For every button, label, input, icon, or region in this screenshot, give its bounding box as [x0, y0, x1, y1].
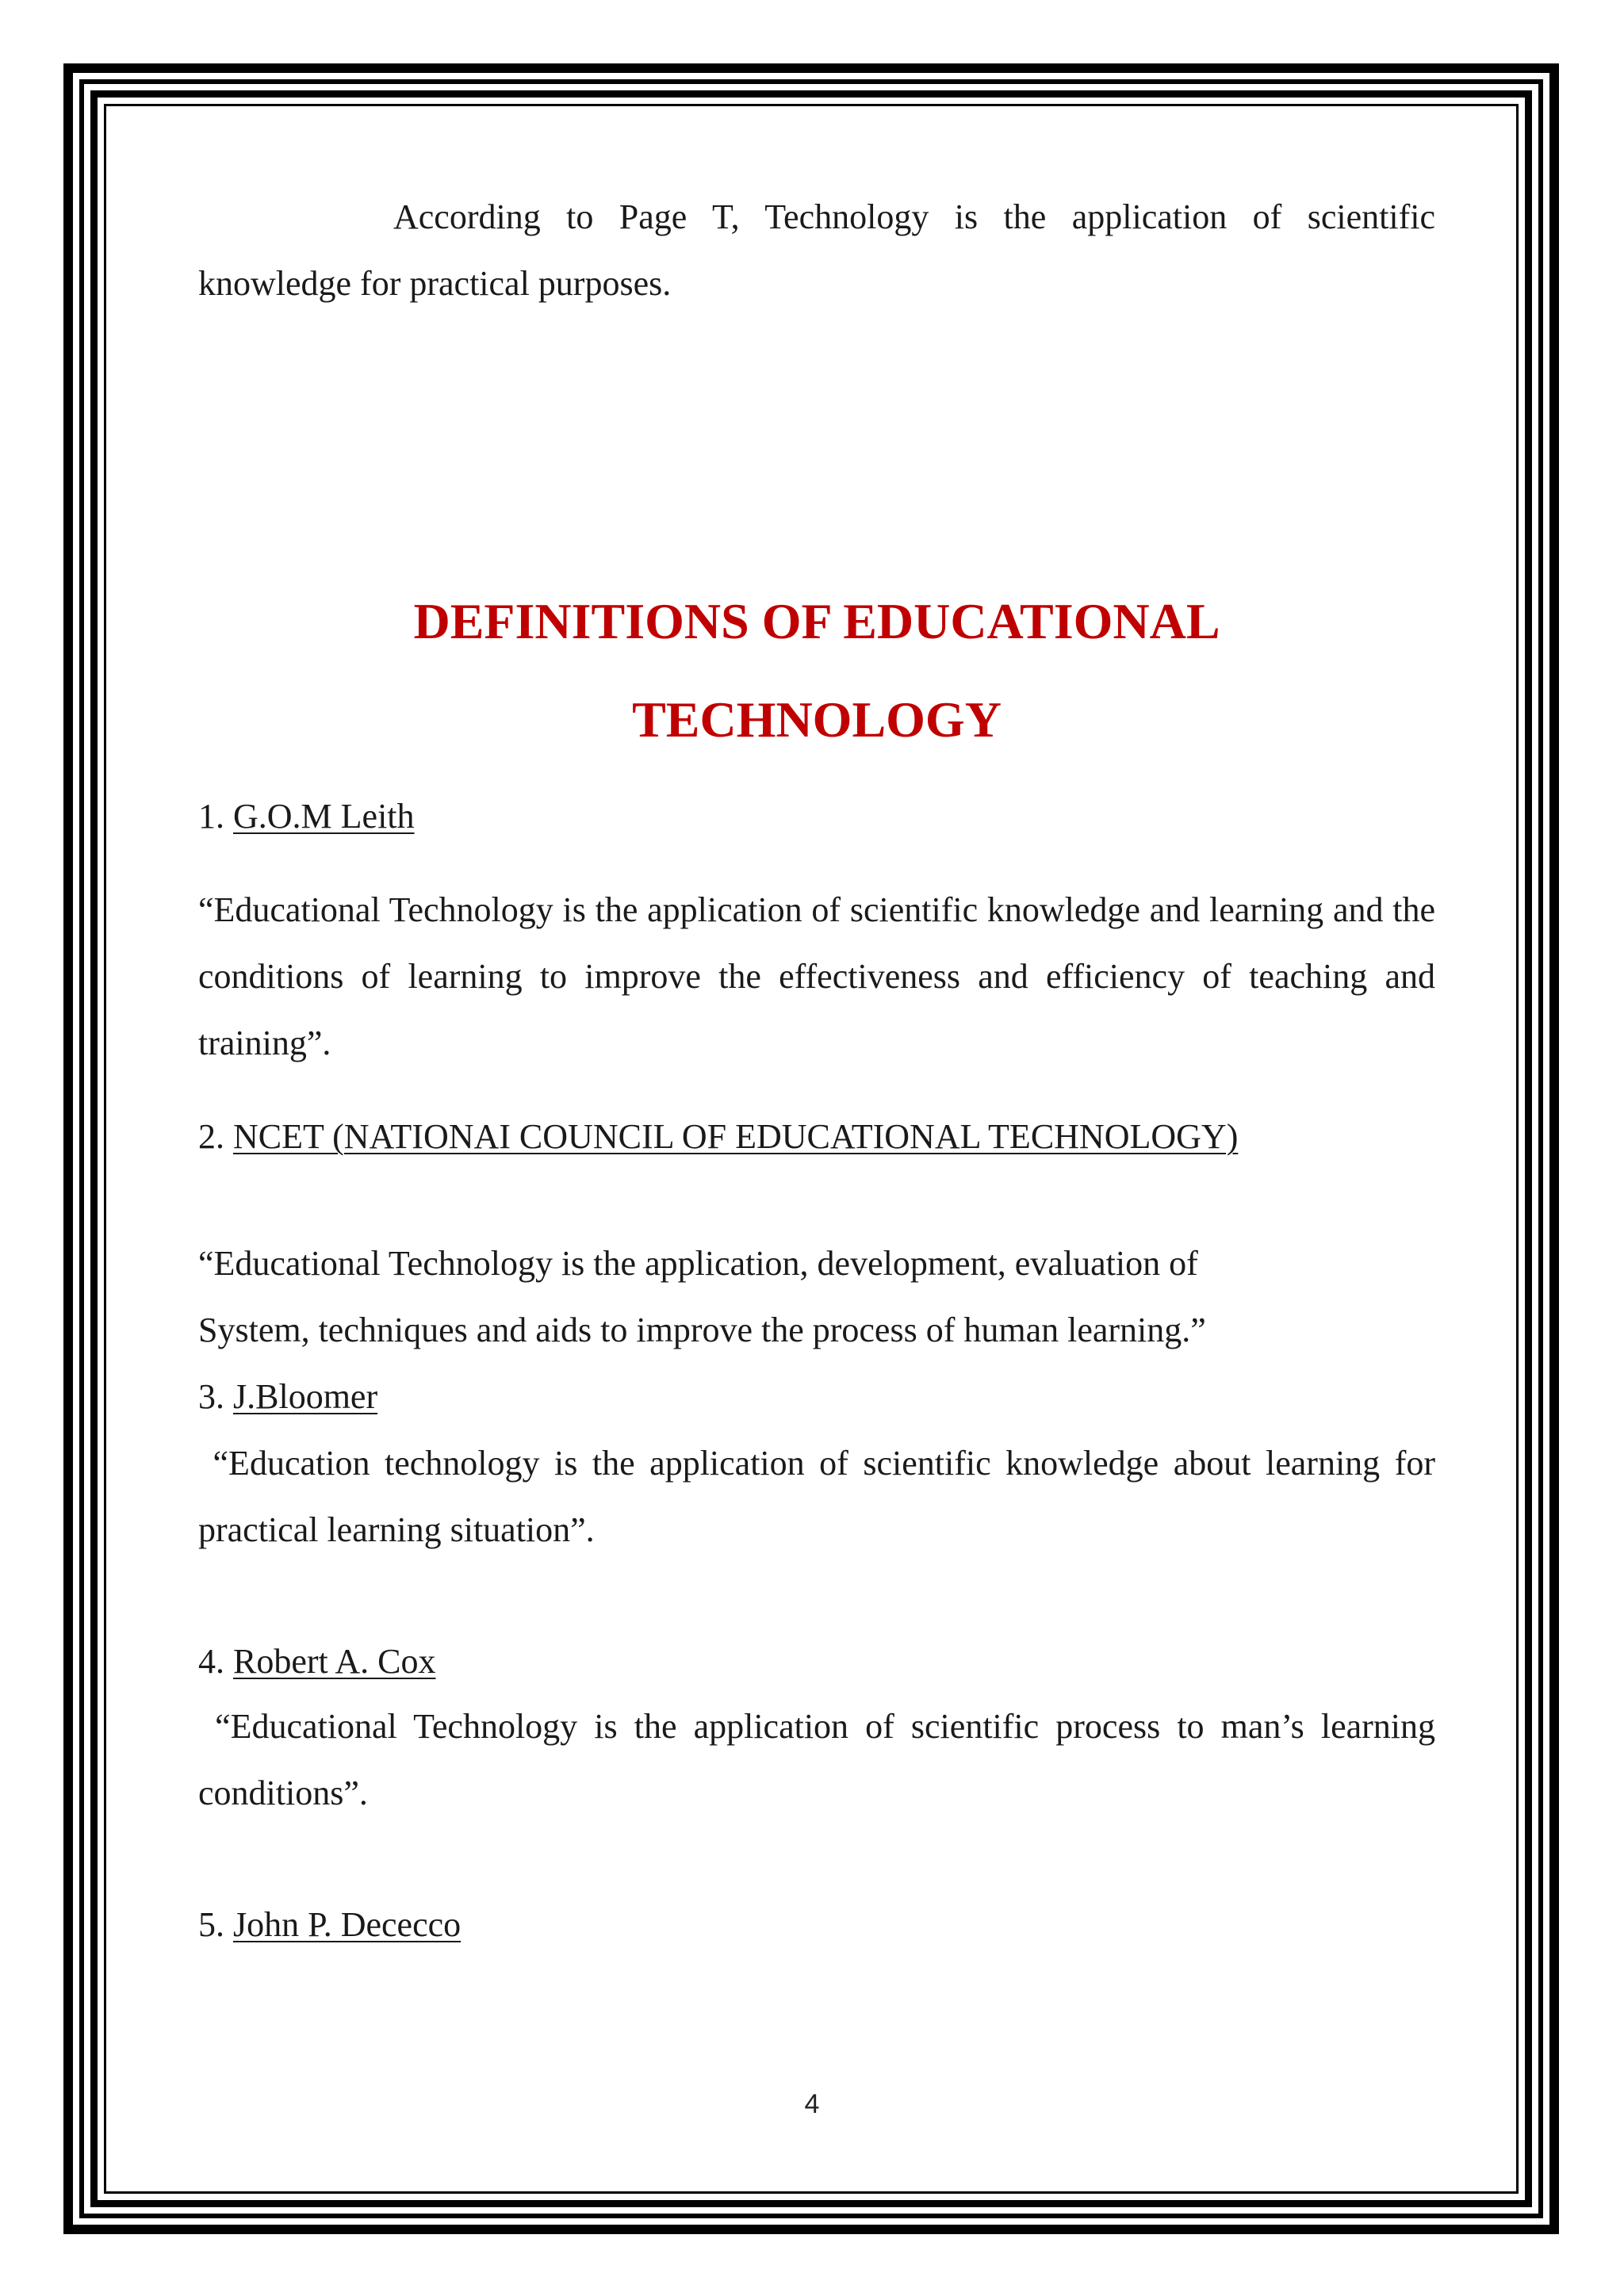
definition-3-quote: “Education technology is the application of scientific knowledge about learning for practical learning situation”. — [198, 1444, 1445, 1549]
definition-author: NCET (NATIONAI COUNCIL OF EDUCATIONAL TECHNOLOGY) — [233, 1117, 1239, 1156]
definition-2-quote — [198, 1230, 1435, 1364]
definition-number: 2. — [198, 1117, 224, 1156]
definition-number: 3. — [198, 1377, 224, 1416]
definition-5 — [198, 1892, 1435, 1958]
definition-number: 4. — [198, 1642, 224, 1681]
definition-5-title — [198, 1892, 1435, 1958]
heading-line-2: TECHNOLOGY — [632, 691, 1002, 748]
definition-2 — [198, 1104, 1435, 1170]
definition-2-quote-line-2: System, techniques and aids to improve the process of human learning.” — [198, 1311, 1206, 1349]
definition-2-quote-line-1: “Educational Technology is the application, development, evaluation of — [198, 1244, 1198, 1283]
definition-1 — [198, 783, 1435, 850]
section-heading — [198, 572, 1435, 769]
definition-4-quote: “Educational Technology is the application of scientific process to man’s learning conditions”. — [198, 1707, 1445, 1812]
definition-1-title — [198, 783, 1435, 850]
definition-author: John P. Dececco — [233, 1905, 462, 1944]
definition-3-title — [198, 1364, 1435, 1430]
definition-number: 5. — [198, 1905, 224, 1944]
definition-3 — [198, 1364, 1435, 1430]
heading-line-1: DEFINITIONS OF EDUCATIONAL — [413, 593, 1220, 649]
definition-1-quote: “Educational Technology is the application of scientific knowledge and learning and the conditions of learning to improve the effectiveness and efficiency of teaching and training”. — [198, 890, 1435, 1062]
definition-2-title — [198, 1104, 1435, 1170]
page-number: 4 — [804, 2089, 820, 2119]
definition-4-title — [198, 1628, 1435, 1695]
definition-4 — [198, 1628, 1435, 1695]
definition-author: G.O.M Leith — [233, 797, 415, 836]
intro-paragraph: According to Page T, Technology is the application of scientific knowledge for practical purposes. — [198, 197, 1435, 303]
definition-author: J.Bloomer — [233, 1377, 378, 1416]
definition-number: 1. — [198, 797, 224, 836]
definition-author: Robert A. Cox — [233, 1642, 436, 1681]
